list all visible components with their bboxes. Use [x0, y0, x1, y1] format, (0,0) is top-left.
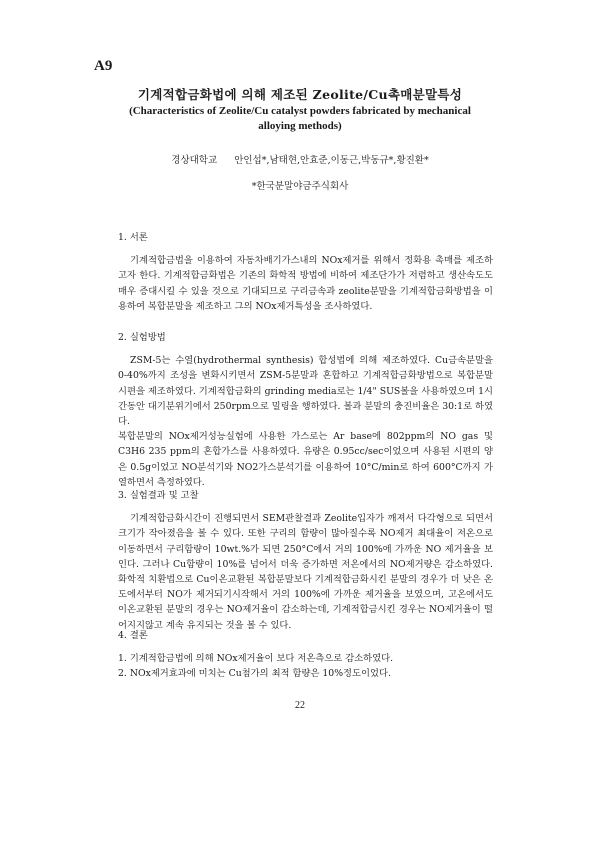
- author-line: [0, 152, 600, 166]
- company-affiliation: *한국분말야금주식회사: [251, 181, 349, 192]
- title-english: (Characteristics of Zeolite/Cu catalyst powders fabricated by mechanical alloying methods): [129, 105, 471, 132]
- title-korean: 기계적합금화법에 의해 제조된 Zeolite/Cu촉매분말특성: [137, 87, 463, 102]
- page-number: 22: [295, 700, 305, 711]
- paragraph: 기계적합금화시간이 진행되면서 SEM관찰결과 Zeolite입자가 깨져서 다각형으로 되면서 크기가 작아졌음을 볼 수 있다. 또한 구리의 함량이 많아질수록 NO제거 최대율이 저온으로 이동하면서 구리함량이 10wt.%가 되면 250°C에서 거의 100%에 가까운 NO 제거율을 보인다. 그러나 Cu함량이 10%를 넘어서 더욱 증가하면 저온에서의 NO제거량은 감소하였다. 화학적 치환법으로 Cu이온교환된 복합분말보다 기계적합금화시킨 분말의 경우가 더 낮은 온도에서부터 NO가 제거되기시작해서 거의 100%에 가까운 제거율을 보였으며, 고온에서도 이온교환된 분말의 경우는 NO제거율이 감소하는데, 기계적합금시킨 경우는 NO제거율이 떨어지지않고 계속 유지되는 것을 볼 수 있다.: [118, 513, 493, 631]
- section-methods: [118, 330, 493, 490]
- section-heading: 2. 실험방법: [118, 332, 166, 343]
- conclusion-item: 1. 기계적합금법에 의해 NOx제거율이 보다 저온측으로 감소하였다.: [118, 653, 394, 665]
- conclusion-item: 2. NOx제거효과에 미치는 Cu첨가의 최적 함량은 10%정도이었다.: [118, 668, 391, 680]
- paragraph: 복합분말의 NOx제거성능실험에 사용한 가스로는 Ar base에 802ppm의 NO gas 및 C3H6 235 ppm의 혼합가스를 사용하였다. 유량은 0.95cc/sec이었으며 사용된 시편의 양은 0.5g이었고 NO분석기와 NO2가스분석기를 이용하여 10°C/min로 하여 600°C까지 가열하면서 측정하였다.: [118, 431, 493, 488]
- section-heading: 1. 서론: [118, 232, 148, 243]
- author-names: 안인섭*,남태현,안효준,이동근,박동규*,황진환*: [234, 155, 429, 166]
- section-heading: 3. 실험결과 및 고찰: [118, 490, 199, 501]
- abstract-code: A9: [94, 58, 113, 74]
- paragraph: 기계적합금법을 이용하여 자동차배기가스내의 NOx제거를 위해서 정화용 촉매를 제조하고자 한다. 기계적합금화법은 기존의 화학적 방법에 비하여 제조단가가 저렴하고 생산속도도 매우 증대시킬 수 있을 것으로 기대되므로 구리금속과 zeolite분말을 기계적합금화방법을 이용하여 복합분말을 제조하고 그의 NOx제거특성을 조사하였다.: [118, 255, 493, 312]
- section-heading: 4. 결론: [118, 630, 148, 641]
- affiliation: 경상대학교: [171, 155, 218, 166]
- section-conclusion: [118, 628, 493, 682]
- section-introduction: [118, 230, 493, 314]
- paragraph: ZSM-5는 수열(hydrothermal synthesis) 합성법에 의해 제조하였다. Cu금속분말을 0-40%까지 조성을 변화시키면서 ZSM-5분말과 혼합하고 기계적합금화방법으로 복합분말시편을 제조하였다. 기계적합금화의 grinding media로는 1/4" SUS볼을 사용하였으며 1시간동안 대기분위기에서 250rpm으로 밀링을 행하였다. 볼과 분말의 충진비율은 30:1로 하였다.: [118, 355, 493, 428]
- section-results: [118, 488, 493, 633]
